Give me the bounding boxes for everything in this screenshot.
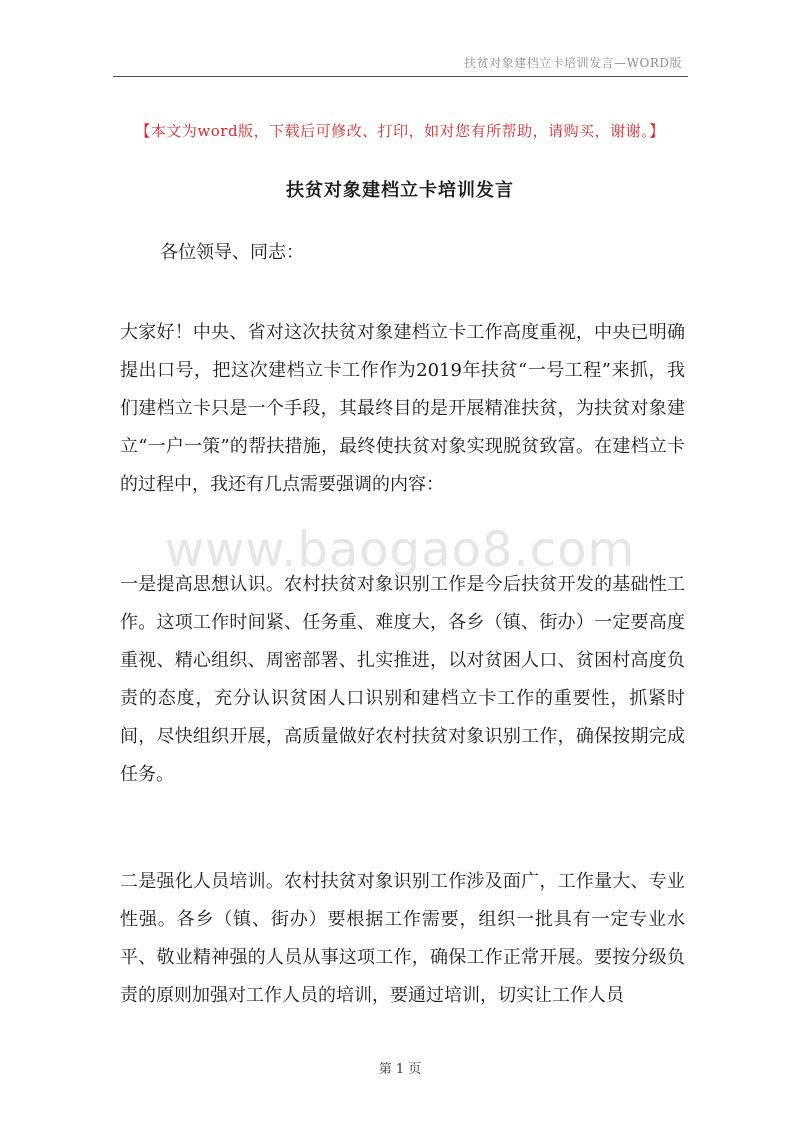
watermark: www.baogao8.com — [164, 522, 636, 578]
header-title: 扶贫对象建档立卡培训发言—WORD版 — [464, 56, 682, 70]
header-divider — [113, 76, 688, 77]
page-number: 第 1 页 — [378, 1062, 422, 1077]
download-notice: 【本文为word版，下载后可修改、打印，如对您有所帮助，请购买，谢谢。】 — [135, 122, 665, 140]
document-title: 扶贫对象建档立卡培训发言 — [286, 180, 514, 201]
paragraph-point-one: 一是提高思想认识。农村扶贫对象识别工作是今后扶贫开发的基础性工作。这项工作时间紧、任务重、难度大，各乡（镇、街办）一定要高度重视、精心组织、周密部署、扎实推进，以对贫困人口、贫困村高度负责的态度，充分认识贫困人口识别和建档立卡工作的重要性，抓紧时间，尽快组织开展，高质量做好农村扶贫对象识别工作，确保按期完成任务。 — [120, 574, 685, 785]
salutation: 各位领导、同志： — [160, 242, 304, 263]
paragraph-intro: 大家好！中央、省对这次扶贫对象建档立卡工作高度重视，中央已明确提出口号，把这次建档立卡工作作为2019年扶贫“一号工程”来抓，我们建档立卡只是一个手段，其最终目的是开展精准扶贫，为扶贫对象建立“一户一策”的帮扶措施，最终使扶贫对象实现脱贫致富。在建档立卡的过程中，我还有几点需要强调的内容： — [120, 322, 685, 495]
paragraph-point-two: 二是强化人员培训。农村扶贫对象识别工作涉及面广，工作量大、专业性强。各乡（镇、街办）要根据工作需要，组织一批具有一定专业水平、敬业精神强的人员从事这项工作，确保工作正常开展。要按分级负责的原则加强对工作人员的培训，要通过培训，切实让工作人员 — [120, 871, 685, 1006]
